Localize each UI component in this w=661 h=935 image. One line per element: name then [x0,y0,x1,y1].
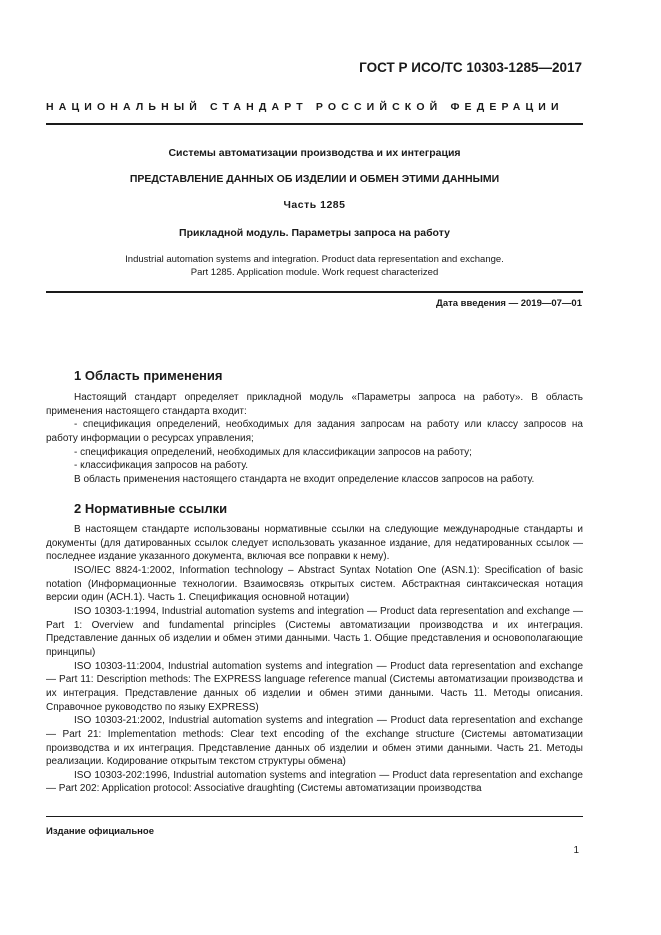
page-number: 1 [573,845,579,856]
title-systems: Системы автоматизации производства и их интеграция [168,147,461,159]
header-divider [46,123,583,125]
title-english-line2: Part 1285. Application module. Work request characterized [190,267,439,278]
title-divider [46,291,583,293]
introduction-date: Дата введения — 2019—07—01 [436,298,582,309]
reference-item: ISO 10303-202:1996, Industrial automation systems and integration — Product data representation and exchange — Part 202: Application protocol: Associative draughting (Системы автоматизации производства [46,769,583,795]
standard-code: ГОСТ Р ИСО/ТС 10303-1285—2017 [359,60,582,75]
section-1-heading: 1 Область применения [74,368,223,383]
paragraph: Настоящий стандарт определяет прикладной модуль «Параметры запроса на работу». В область применения настоящего стандарта входит: [46,392,583,417]
title-english [46,253,583,279]
paragraph: В область применения настоящего стандарта не входит определение классов запросов на работу. [74,473,535,485]
title-main: ПРЕДСТАВЛЕНИЕ ДАННЫХ ОБ ИЗДЕЛИИ И ОБМЕН ЭТИМИ ДАННЫМИ [129,173,500,185]
paragraph: В настоящем стандарте использованы нормативные ссылки на следующие международные стандарты и документы (для датированных ссылок следует использовать указанное издание, для недатированных ссылок — последнее издание указанного документа, включая все поправки к нему). [46,524,583,563]
title-module: Прикладной модуль. Параметры запроса на работу [179,227,450,239]
official-edition-label: Издание официальное [46,826,154,837]
list-item: - спецификация определений, необходимых для классификации запросов на работу; [74,446,472,458]
title-part: Часть 1285 [283,199,346,211]
section-1-body [46,391,583,487]
title-english-line1: Industrial automation systems and integration. Product data representation and exchange. [125,254,504,265]
reference-item: ISO 10303-11:2004, Industrial automation systems and integration — Product data representation and exchange — Part 11: Description methods: The EXPRESS language reference manual (Системы автоматизации производства и их интеграция. Представление данных об изделии и обмен этими данными. Часть 11. Методы описания. Справочное руководство по языку EXPRESS) [46,660,583,713]
national-standard-banner: НАЦИОНАЛЬНЫЙ СТАНДАРТ РОССИЙСКОЙ ФЕДЕРАЦИИ [46,101,564,113]
list-item: - спецификация определений, необходимых для задания запросам на работу или классу запросов на работу информации о ресурсах управления; [46,419,583,444]
reference-item: ISO/IEC 8824-1:2002, Information technology – Abstract Syntax Notation One (ASN.1): Specification of basic notation (Информационные технологии. Взаимосвязь открытых систем. Абстрактная синтаксическая нотация версии один (АСН.1). Часть 1. Спецификация основной нотации) [46,564,583,604]
list-item: - классификация запросов на работу. [74,460,249,472]
footer-divider [46,816,583,817]
section-2-heading: 2 Нормативные ссылки [74,501,228,516]
reference-item: ISO 10303-1:1994, Industrial automation systems and integration — Product data representation and exchange — Part 1: Overview and fundamental principles (Системы автоматизации производства и их интеграция. Представление данных об изделии и обмен этими данными. Часть 1. Общие представления и основополагающие принципы) [46,605,583,658]
reference-item: ISO 10303-21:2002, Industrial automation systems and integration — Product data representation and exchange — Part 21: Implementation methods: Clear text encoding of the exchange structure (Системы автоматизации производства и их интеграция. Представление данных об изделии и обмен этими данными. Часть 21. Методы реализации. Кодирование открытым текстом структуры обмена) [46,715,583,768]
section-2-body [46,523,583,796]
